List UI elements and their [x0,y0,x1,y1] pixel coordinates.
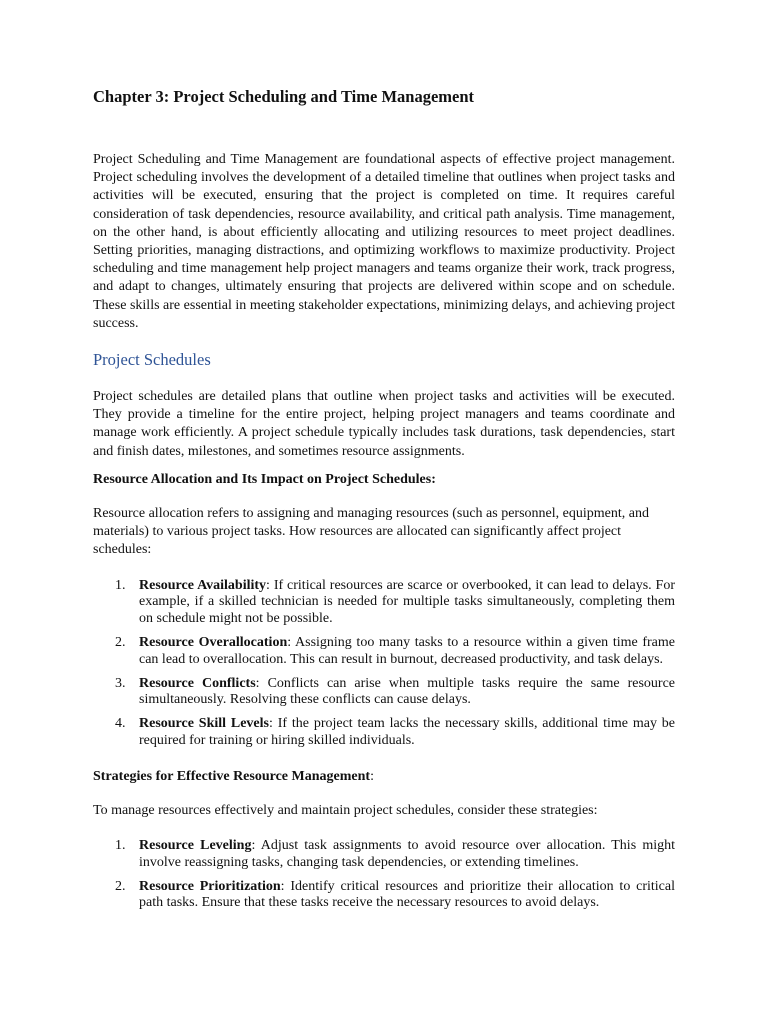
resource-allocation-heading-text: Resource Allocation and Its Impact on Project Schedules: [93,471,436,487]
list-item-number: 4. [115,716,126,732]
list-item [93,676,675,709]
list-item-term: Resource Prioritization [139,878,281,894]
list-item-number: 2. [115,634,126,650]
list-item-term: Resource Skill Levels [139,716,269,732]
list-item-term: Resource Availability [139,577,267,593]
list-item-number: 2. [115,878,126,894]
schedules-paragraph: Project schedules are detailed plans that outline when project tasks and activities will be executed. They provide a timeline for the entire project, helping project managers and teams coordinate and manage work efficiently. A project schedule typically includes task durations, task dependencies, start and finish dates, milestones, and sometimes resource assignments. [93,389,675,459]
intro-paragraph: Project Scheduling and Time Management are foundational aspects of effective project management. Project scheduling involves the development of a detailed timeline that outlines when project tasks and activities will be executed, ensuring that the project is completed on time. It requires careful consideration of task dependencies, resource availability, and critical path analysis. Time management, on the other hand, is about efficiently allocating and utilizing resources to meet project deadlines. Setting priorities, managing distractions, and optimizing workflows to maximize productivity. Project scheduling and time management help project managers and teams organize their work, track progress, and adapt to changes, ultimately ensuring that projects are delivered within scope and on schedule. These skills are essential in meeting stakeholder expectations, minimizing delays, and achieving project success. [93,152,675,331]
strategies-heading-colon: : [370,768,374,784]
strategies-list [93,838,675,912]
list-item [93,635,675,668]
list-item [93,838,675,871]
list-item-term: Resource Leveling [139,837,252,853]
list-item-number: 3. [115,675,126,691]
list-item-number: 1. [115,837,126,853]
strategies-heading-text: Strategies for Effective Resource Management [93,768,371,784]
list-item-text: : Assigning too many tasks to a resource within a given time frame can lead to overallocation. This can result in burnout, decreased productivity, and task delays. [139,634,675,667]
list-item-text: : If the project team lacks the necessary skills, additional time may be required for training or hiring skilled individuals. [139,716,675,748]
strategies-heading [93,768,675,786]
document-page [93,86,675,930]
resource-allocation-list [93,578,675,750]
resource-allocation-heading [93,471,675,489]
list-item-text: : Identify critical resources and prioritize their allocation to critical path tasks. Ensure that these tasks receive the necessary resources to avoid delays. [139,878,675,911]
list-item-text: : Adjust task assignments to avoid resource over allocation. This might involve reassigning tasks, changing task dependencies, or extending timelines. [139,837,675,870]
list-item-text: : Conflicts can arise when multiple tasks require the same resource simultaneously. Resolving these conflicts can cause delays. [139,675,675,708]
list-item-number: 1. [115,577,126,593]
list-item-text: : If critical resources are scarce or overbooked, it can lead to delays. For example, if a skilled technician is needed for multiple tasks simultaneously, completing them on schedule might not be possible. [139,577,675,626]
list-item-term: Resource Conflicts [139,675,256,691]
list-item [93,578,675,628]
resource-allocation-paragraph: Resource allocation refers to assigning and managing resources (such as personnel, equipment, and materials) to various project tasks. How resources are allocated can significantly affect project schedules: [93,506,649,558]
strategies-paragraph: To manage resources effectively and maintain project schedules, consider these strategies: [93,802,598,818]
section-heading: Project Schedules [93,350,211,370]
list-item-term: Resource Overallocation [139,634,288,650]
list-item [93,716,675,749]
chapter-title: Chapter 3: Project Scheduling and Time Management [93,87,475,106]
list-item [93,879,675,912]
